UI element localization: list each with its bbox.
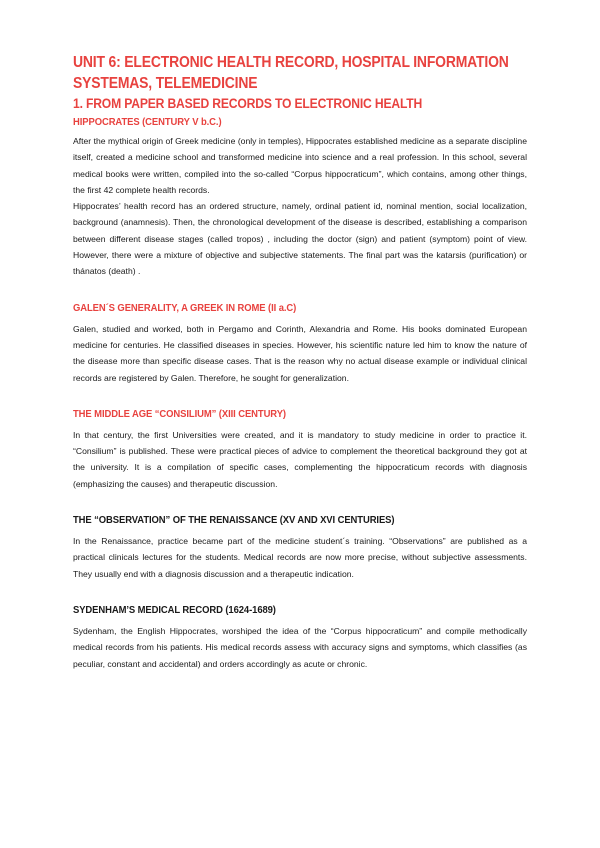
section-renaissance	[73, 513, 527, 582]
paragraph: In that century, the first Universities were created, and it is mandatory to study medicine in order to practice it. “Consilium” is published. These were practical pieces of advice to complement the theoretical background they got at the university. It is a compilation of specific cases, complementing the hippocraticum records with diagnosis (emphasizing the causes) and therapeutic discussion.	[73, 429, 527, 489]
section-heading: THE MIDDLE AGE “CONSILIUM” (XIII CENTURY)	[73, 407, 286, 420]
paragraph: Sydenham, the English Hippocrates, worshiped the idea of the “Corpus hippocraticum” and compile methodically medical records from his patients. His medical records assess with accuracy signs and symptoms, which classifies (as peculiar, constant and accidental) and orders accordingly as acute or chronic.	[73, 625, 527, 669]
section-heading: GALEN´S GENERALITY, A GREEK IN ROME (II a.C)	[73, 301, 297, 314]
section-heading: HIPPOCRATES (CENTURY V b.C.)	[73, 116, 222, 128]
unit-title: UNIT 6: ELECTRONIC HEALTH RECORD, HOSPITAL INFORMATION SYSTEMAS, TELEMEDICINE	[73, 54, 509, 92]
section-title: 1. FROM PAPER BASED RECORDS TO ELECTRONIC HEALTH	[73, 96, 423, 111]
section-heading: THE “OBSERVATION” OF THE RENAISSANCE (XV AND XVI CENTURIES)	[73, 514, 395, 527]
section-sydenham	[73, 603, 527, 672]
paragraph: Hippocrates’ health record has an ordered structure, namely, ordinal patient id, nominal mention, social localization, background (anamnesis). Then, the chronological development of the disease is described, establishing a comparison between different disease stages (called tropos) , including the doctor (sign) and patient (symptom) point of view. However, there were a mixture of objective and subjective statements. The final part was the katarsis (purification) or thánatos (death) .	[73, 201, 527, 277]
paragraph: After the mythical origin of Greek medicine (only in temples), Hippocrates established medicine as a separate discipline itself, created a medicine school and transformed medicine into science and a real profession. In this school, several medical books were written, compiled into the so-called “Corpus hippocraticum”, which contains, among other things, the first 42 complete health records.	[73, 136, 527, 195]
section-middle-age	[73, 407, 527, 492]
paragraph: Galen, studied and worked, both in Pergamo and Corinth, Alexandria and Rome. His books dominated European medicine for centuries. He classified diseases in species. However, his scientific nature led him to know the nature of the disease more than specific disease cases. That is the reason why no actual disease example or individual clinical records are registered by Galen. Therefore, he sought for generalization.	[73, 323, 527, 383]
paragraph: In the Renaissance, practice became part of the medicine student´s training. “Observations” are published as a practical clinicals lectures for the students. Medical records are now more precise, without subjective assessments. They usually end with a diagnosis discussion and a therapeutic indication.	[73, 536, 527, 579]
section-hippocrates	[73, 115, 527, 280]
section-heading: SYDENHAM’S MEDICAL RECORD (1624-1689)	[73, 603, 276, 616]
section-galen	[73, 301, 527, 386]
